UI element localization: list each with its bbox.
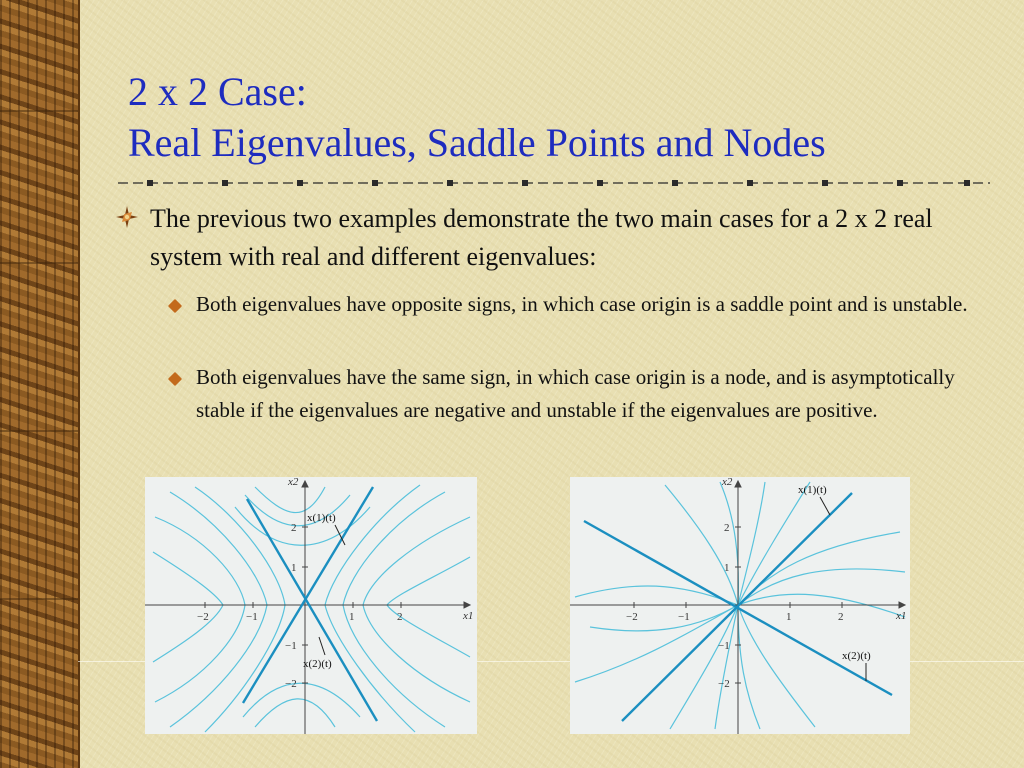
y-tick-label: −2	[718, 678, 730, 690]
title-line-1: 2 x 2 Case:	[128, 69, 307, 114]
x-tick-label: −1	[678, 611, 690, 623]
y-tick-label: 1	[291, 562, 297, 574]
eigen-label-lower: x(2)(t)	[303, 658, 332, 670]
x-axis-label: x1	[463, 610, 474, 622]
x-tick-label: −1	[246, 611, 258, 623]
y-tick-label: 1	[724, 562, 730, 574]
x-tick-label: −2	[626, 611, 638, 623]
y-tick-label: −1	[718, 640, 730, 652]
decorative-divider	[118, 176, 990, 190]
sub-bullet-text: Both eigenvalues have the same sign, in which case origin is a node, and is asymptotically stable if the eigenvalues are negative and unstable if the eigenvalues are positive.	[196, 365, 955, 422]
title-line-2: Real Eigenvalues, Saddle Points and Nodes	[128, 120, 826, 165]
x-tick-label: 2	[397, 611, 403, 623]
node-phase-portrait	[570, 477, 910, 734]
y-tick-label: 2	[291, 522, 297, 534]
y-axis-label: x2	[288, 477, 299, 488]
slide-title	[128, 66, 826, 168]
compass-star-icon	[116, 206, 138, 228]
y-tick-label: 2	[724, 522, 730, 534]
y-tick-label: −1	[285, 640, 297, 652]
y-axis-label: x2	[722, 477, 733, 488]
x-axis-label: x1	[896, 610, 907, 622]
main-bullet-text: The previous two examples demonstrate the two main cases for a 2 x 2 real system with real and different eigenvalues:	[150, 204, 933, 271]
x-tick-label: −2	[197, 611, 209, 623]
eigen-label-lower: x(2)(t)	[842, 650, 871, 662]
saddle-phase-portrait	[145, 477, 477, 734]
wood-texture-band	[0, 0, 80, 768]
x-tick-label: 1	[349, 611, 355, 623]
x-tick-label: 1	[786, 611, 792, 623]
eigen-label-upper: x(1)(t)	[307, 512, 336, 524]
x-tick-label: 2	[838, 611, 844, 623]
sub-bullet-text: Both eigenvalues have opposite signs, in which case origin is a saddle point and is unstable.	[196, 292, 968, 316]
eigen-label-upper: x(1)(t)	[798, 484, 827, 496]
y-tick-label: −2	[285, 678, 297, 690]
